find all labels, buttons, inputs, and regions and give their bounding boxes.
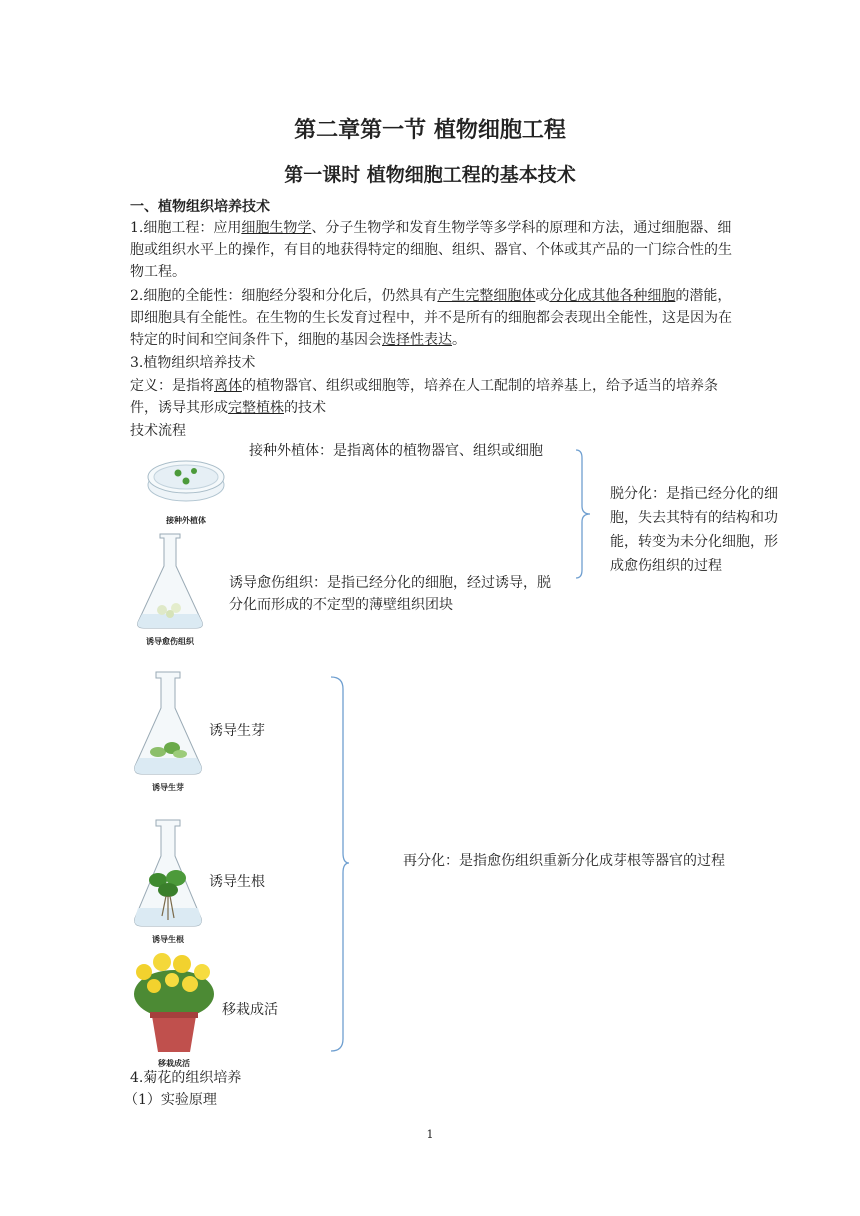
caption-transplant: 移栽成活 (158, 1059, 190, 1068)
text: 定义：是指将 (130, 378, 214, 394)
underlined-term: 细胞生物学 (241, 220, 312, 236)
caption-bud: 诱导生芽 (152, 783, 184, 792)
text: 2.细胞的全能性：细胞经分裂和分化后，仍然具有 (130, 288, 438, 304)
bud-label: 诱导生芽 (209, 723, 265, 739)
paragraph-definition (130, 375, 735, 419)
petri-dish-illustration (138, 445, 234, 523)
brace-redifferentiation (329, 675, 351, 1053)
page-subtitle: 第一课时 植物细胞工程的基本技术 (284, 164, 576, 186)
transplant-label: 移栽成活 (222, 1002, 278, 1018)
caption-callus: 诱导愈伤组织 (146, 637, 194, 646)
text: 。 (452, 332, 466, 348)
text: 或 (535, 288, 550, 304)
paragraph-cell-engineering (130, 217, 735, 283)
underlined-term: 完整植株 (228, 400, 284, 416)
root-label: 诱导生根 (209, 874, 265, 890)
redifferentiation-description: 再分化：是指愈伤组织重新分化成芽根等器官的过程 (403, 853, 725, 869)
text: 1.细胞工程：应用 (130, 220, 242, 236)
root-flask-illustration (128, 816, 208, 948)
brace-dedifferentiation (574, 448, 596, 580)
callus-flask-illustration (130, 528, 210, 646)
text: 、分子生物学和发育生物学等多学科的原理和方法，通过细胞器、细胞或组织水平上的操作，有目的地获得特定的细胞、组织、器官、个体或其产品的一门综合性的生物工程。 (130, 220, 732, 280)
section-heading: 一、植物组织培养技术 (130, 199, 270, 215)
text: 的技术 (284, 400, 326, 416)
text: 的潜能，即细胞具有全能性。在生物的生长发育过程中，并不是所有的细胞都会表现出全能性，这是因为在特定的时间和空间条件下，细胞的基因会 (130, 288, 732, 348)
potted-plant-illustration (128, 950, 220, 1068)
paragraph-heading-3: 3.植物组织培养技术 (130, 355, 256, 371)
page-number: 1 (426, 1128, 434, 1141)
text: 的植物器官、组织或细胞等，培养在人工配制的培养基上，给予适当的培养条件，诱导其形成 (130, 378, 718, 416)
caption-explant: 接种外植体 (166, 516, 206, 525)
explant-description: 接种外植体：是指离体的植物器官、组织或细胞 (249, 443, 543, 459)
underlined-term: 分化成其他各种细胞 (549, 288, 676, 304)
paragraph-principle: （1）实验原理 (124, 1092, 217, 1108)
underlined-term: 选择性表达 (382, 332, 452, 348)
caption-root: 诱导生根 (152, 935, 184, 944)
dedifferentiation-description: 脱分化：是指已经分化的细胞，失去其特有的结构和功能，转变为未分化细胞，形成愈伤组织的过程 (610, 486, 778, 574)
paragraph-totipotency (130, 285, 735, 351)
callus-description: 诱导愈伤组织：是指已经分化的细胞，经过诱导，脱分化而形成的不定型的薄壁组织团块 (229, 575, 551, 613)
page-title: 第二章第一节 植物细胞工程 (294, 118, 566, 143)
underlined-term: 产生完整细胞体 (437, 288, 536, 304)
bud-flask-illustration (128, 668, 208, 794)
paragraph-process-label: 技术流程 (130, 423, 186, 439)
underlined-term: 离体 (214, 378, 242, 394)
paragraph-chrysanthemum: 4.菊花的组织培养 (130, 1070, 242, 1086)
